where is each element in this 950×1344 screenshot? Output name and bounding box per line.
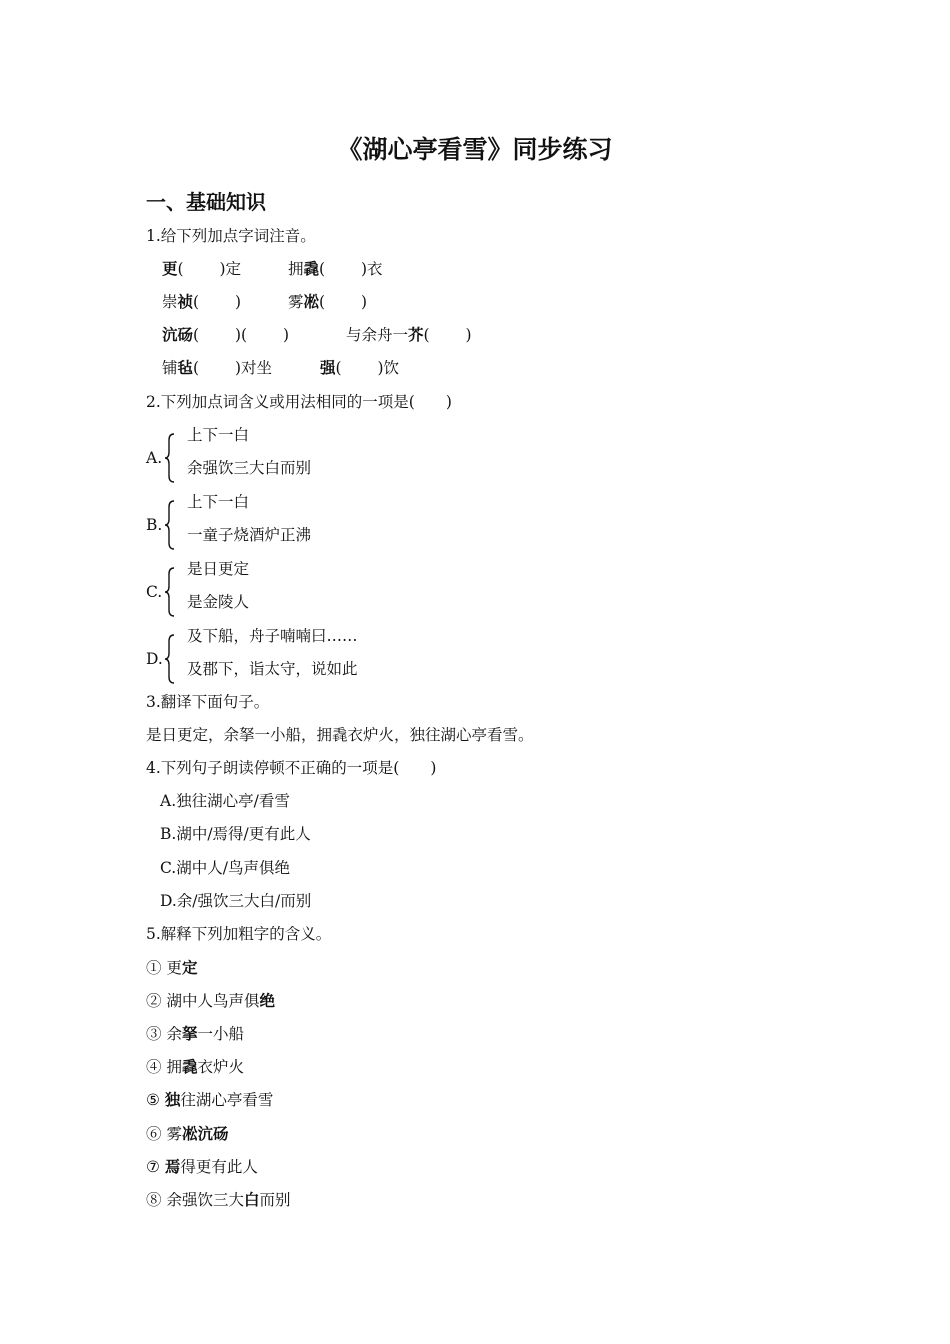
q2-option-d-line1: 及下船，舟子喃喃曰…… — [187, 627, 358, 645]
brace-icon — [163, 566, 177, 618]
q4-option-b: B.湖中/焉得/更有此人 — [160, 825, 311, 843]
q5-item: ⑦ 焉得更有此人 — [146, 1157, 258, 1176]
q5-item: ④ 拥毳衣炉火 — [146, 1057, 244, 1076]
q2-option-a-line1: 上下一白 — [187, 426, 250, 444]
q2-option-b-line1: 上下一白 — [187, 493, 250, 511]
q2-option-d-line2: 及郡下，诣太守，说如此 — [187, 660, 358, 678]
q2-option-d-label: D. — [146, 650, 163, 668]
q5-item: ③ 余拏一小船 — [146, 1024, 244, 1043]
q4-option-a: A.独往湖心亭/看雪 — [160, 792, 290, 810]
q2-option-b-line2: 一童子烧酒炉正沸 — [187, 526, 312, 544]
question-3-sentence: 是日更定，余拏一小船，拥毳衣炉火，独往湖心亭看雪。 — [146, 726, 534, 744]
question-5-stem: 5.解释下列加粗字的含义。 — [146, 925, 332, 943]
section-heading: 一、基础知识 — [146, 190, 266, 214]
q5-item: ① 更定 — [146, 958, 198, 977]
q1-item-4: 雾凇( ) — [288, 292, 368, 311]
q4-option-d: D.余/强饮三大白/而别 — [160, 892, 312, 910]
q5-item: ② 湖中人鸟声俱绝 — [146, 991, 275, 1010]
question-2-stem: 2.下列加点词含义或用法相同的一项是( ) — [146, 393, 452, 411]
q1-item-2: 拥毳( )衣 — [288, 259, 383, 278]
q1-item-8: 强( )饮 — [320, 358, 400, 377]
page-title: 《湖心亭看雪》同步练习 — [337, 135, 613, 164]
q1-item-1: 更( )定 — [162, 259, 242, 278]
question-1-stem: 1.给下列加点字词注音。 — [146, 227, 316, 245]
brace-icon — [163, 633, 177, 685]
brace-icon — [163, 432, 177, 484]
q1-item-3: 崇祯( ) — [162, 292, 242, 311]
q4-option-c: C.湖中人/鸟声俱绝 — [160, 859, 290, 877]
brace-icon — [163, 499, 177, 551]
q5-item: ⑤ 独往湖心亭看雪 — [146, 1090, 274, 1109]
question-3-stem: 3.翻译下面句子。 — [146, 693, 270, 711]
q5-item: ⑥ 雾凇沆砀 — [146, 1124, 229, 1143]
q5-item: ⑧ 余强饮三大白而别 — [146, 1190, 291, 1209]
q1-item-6: 与余舟一芥( ) — [346, 325, 472, 344]
q1-item-5: 沆砀( )( ) — [162, 325, 290, 344]
q2-option-b-label: B. — [146, 516, 163, 534]
q2-option-c-line1: 是日更定 — [187, 560, 250, 578]
q2-option-c-line2: 是金陵人 — [187, 593, 250, 611]
q2-option-a-label: A. — [146, 449, 163, 467]
q1-item-7: 铺毡( )对坐 — [162, 358, 273, 377]
q2-option-a-line2: 余强饮三大白而别 — [187, 459, 312, 477]
q2-option-c-label: C. — [146, 583, 163, 601]
question-4-stem: 4.下列句子朗读停顿不正确的一项是( ) — [146, 759, 437, 777]
